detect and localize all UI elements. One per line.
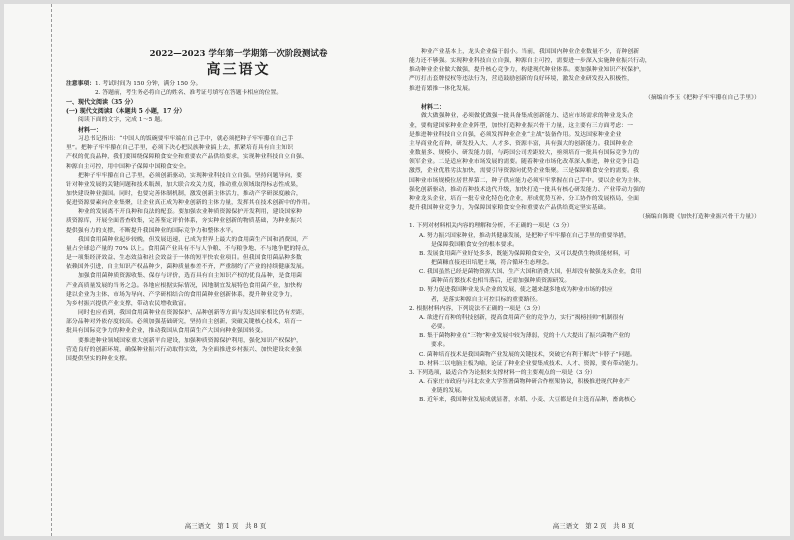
text-line: 能力还不够强。实现种业科技自立自强，种源自主可控，需要进一步深入实施种业振兴行动， xyxy=(409,58,651,65)
question-1-option-d: D. 努力促进我国种业龙头企业的发展，使之越来越多地成为种业市场的供应 xyxy=(419,287,613,294)
text-line: 种业龙头企业，培育一批专业化特色化企业，形成优势互补、分工协作的发展格局，全面 xyxy=(409,195,639,202)
text-line: 加快建设种业强国。同时，也要完善体制机制，激发创新主体活力，推动产学研深度融合， xyxy=(66,191,302,197)
material-1-label: 材料一： xyxy=(78,126,103,134)
option-continuation: 菌种苗育繁技术也相当落后，还需加强种质资源研发。 xyxy=(431,278,571,285)
text-line: 领军企业。二是适应种业市场发展的需要。随着种业市场化改革深入推进，种业竞争日趋 xyxy=(409,159,639,166)
text-line: 推进育繁推一体化发展。 xyxy=(409,85,474,92)
note-2: 2. 答题前，考生务必将自己的姓名、准考证号填写在答题卡相应的位置。 xyxy=(95,90,283,96)
option-continuation: 者，是落实种源自主可控目标的重要路径。 xyxy=(431,296,542,303)
exam-title: 2022—2023 学年第一学期第一次阶段测试卷 xyxy=(149,49,328,59)
text-line: 为乡村振兴提供产业支撑，带动农民增收致富。 xyxy=(66,300,190,307)
text-line: 种业的发展离不开良种和良法的配套。要加强农业种质资源保护开发利用，建设国家种 xyxy=(78,209,303,216)
text-line: 做大做强种业，必须做优做强一批具备集成创新能力、适应市场需求的种业龙头企 xyxy=(421,113,634,120)
note-1: 1. 考试时间为 150 分钟，满分 150 分。 xyxy=(95,81,202,87)
text-line: 激烈，企业优胜劣汰加快，需要引导资源向优势企业集聚。三是保障粮食安全的需要。我 xyxy=(409,168,639,175)
option-continuation: 必要。 xyxy=(431,324,449,331)
text-line: 部分品种对外依存度较高。必须加强基础研究，坚持自主创新，突破关键核心技术，培育一 xyxy=(66,319,302,326)
text-line: 批具有国际竞争力的种业企业，推动我国从食用菌生产大国向种业强国转变。 xyxy=(66,328,267,335)
option-continuation: 要求。 xyxy=(431,342,449,349)
question-2-option-b: B. 集于菌物种业在“三物”种业发展中较为薄弱，党的十八大提出了振兴菌物产业的 xyxy=(419,333,630,340)
text-line: 里”。把种子牢牢攥在自己手里，必须下决心把民族种业搞上去，抓紧培育具有自主知识 xyxy=(66,145,294,152)
text-line: 量占全球总产量的 70% 以上。食用菌产业具有不与人争粮、不与粮争地、不与地争肥的特点， xyxy=(66,245,314,252)
question-3-option-a: A. 石家庄市政府与河北农业大学签署菌物种研合作框架协议，积极推进现代种业产 xyxy=(419,379,630,386)
section-heading: 一、现代文阅读（35 分） xyxy=(66,99,137,106)
text-line: 我国食用菌种业起步较晚，但发展迅速，已成为世界上最大的食用菌生产国和消费国，产 xyxy=(78,236,308,243)
question-2-option-d: D. 材料二以电脑主板为喻，论证了种业企业要集成技术、人才、资源，要有带动能力。 xyxy=(419,360,642,367)
text-line: 针对种业发展的关键问题和技术瓶颈，加大联合攻关力度，推动重点领域取得标志性成果， xyxy=(66,181,302,188)
text-line: 是推进种业科技自立自强，必须发挥种业企业“主战”装备作用。发达国家种业企业 xyxy=(409,131,622,138)
question-1-option-a: A. 努力振兴国家种业，推动其健康发展，是把种子牢牢攥在自己手里的重要举措， xyxy=(419,232,630,239)
material-1-source: （摘编自李玉《把种子牢牢攥在自己手里》） xyxy=(644,94,760,101)
text-line: 业数量多、规模小、研发能力弱，与跨国公司差距较大，亟须培育一批具有国际竞争力的 xyxy=(409,150,639,157)
question-2-stem: 2. 根据材料内容，下列说法不正确的一项是（3 分） xyxy=(409,305,544,312)
material-1-body xyxy=(66,135,387,364)
notes-label: 注意事项： xyxy=(66,81,95,87)
exam-sheet xyxy=(4,4,790,536)
reading-instruction: 阅读下面的文字，完成 1～5 题。 xyxy=(78,117,167,124)
text-line: 产权的优良品种，我们要围绕保障粮食安全和重要农产品供给要求，实现种业科技自立自强、 xyxy=(66,154,308,161)
question-3-stem: 3. 下列选项，最适合作为论据来支撑材料一的主要观点的一项是（3 分） xyxy=(409,369,596,376)
text-line: 要推进种业领域国家重大创新平台建设，加强种质资源保护利用，强化知识产权保护， xyxy=(78,337,303,344)
text-line: 是一项集经济效益、生态效益和社会效益于一体的短平快农业项目。但我国食用菌品种多数 xyxy=(66,255,302,262)
text-line: 严厉打击套牌侵权等违法行为，营造鼓励创新的良好环境，激发企业研发投入积极性， xyxy=(409,76,634,83)
question-3 xyxy=(409,369,764,406)
page-footer: 高三语文 第 2 页 共 8 页 xyxy=(552,522,635,530)
question-2 xyxy=(409,305,764,369)
text-line: 加强食用菌种质资源收集、保存与评价，选育具有自主知识产权的优良品种，是食用菌 xyxy=(78,273,303,280)
text-line: 产业高质量发展的当务之急。各地应根据实际情况，因地制宜发展特色食用菌产业，加快构 xyxy=(66,282,302,289)
question-2-option-a: A. 欲进行育种的科技创新，提高食用菌产业的竞争力，实行“揭榜挂帅”机制很有 xyxy=(419,314,625,321)
question-2-option-c: C. 菌种培育技术是我国菌物产业发展的关键技术，突破它有利于解决“卡脖子”问题。 xyxy=(419,351,636,358)
option-continuation: 是保障我国粮食安全的根本要求。 xyxy=(431,241,518,248)
material-1-continued xyxy=(409,48,764,94)
text-line: 同时也应看到，我国食用菌种业在资源保护、品种创新等方面与发达国家相比仍有差距， xyxy=(78,310,308,317)
text-line: 种业产业基本上，龙头企业偏于弱小。当前，我国国内种业企业数量不少，育种创新 xyxy=(421,49,640,55)
text-line: 提供强有力的支撑，不断提升我国种业的国际竞争力和整体水平。 xyxy=(66,227,238,234)
material-2-source: （摘编自陈晓《加快打造种业振兴骨干力量》） xyxy=(639,214,760,221)
text-line: 把种子牢牢攥在自己手里，必须创新驱动，实现种业科技自立自强。坚持问题导向，要 xyxy=(78,172,303,179)
question-1-option-c: C. 我国虽然已经是菌物资源大国、生产大国和消费大国，但却没有做强龙头企业，食用 xyxy=(419,269,642,276)
question-1 xyxy=(409,222,764,304)
page-footer: 高三语文 第 1 页 共 8 页 xyxy=(184,522,267,530)
exam-page-2 xyxy=(397,4,790,536)
subsection-heading: (一) 现代文阅读Ⅰ（本题共 5 小题，17 分） xyxy=(66,108,186,116)
option-continuation: 把菌糠直接还田培肥土壤，符合循环生态理念。 xyxy=(431,259,553,266)
text-line: 国提供坚实的种业支撑。 xyxy=(66,355,131,362)
text-line: 依赖国外引进，自主知识产权品种少，菌种质量参差不齐，严重制约了产业的持续健康发展。 xyxy=(66,264,308,271)
text-line: 提升我国种业竞争力，为保障国家粮食安全和重要农产品供给奠定坚实基础。 xyxy=(409,205,610,211)
text-line: 国种业市场规模位居世界第二，种子供应能力必须牢牢掌握在自己手中。要以企业为主体， xyxy=(409,177,645,184)
material-2-body xyxy=(409,112,764,213)
question-3-option-b: B. 近年来，我国种业发展成就显著，水稻、小麦、大豆都是自主选育品种，畜禽核心 xyxy=(419,397,636,404)
text-line: 主导商业化育种，研发投入大、人才多、资源丰富，具有强大的创新能力。我国种业企 xyxy=(409,140,634,147)
text-line: 业，要构建国家种业企业阵型，加快打造种业振兴骨干力量，这主要有三方面考虑：一 xyxy=(409,122,634,129)
binding-strip xyxy=(4,4,52,536)
text-line: 建以企业为主体、市场为导向、产学研相结合的食用菌种业创新体系，提升种业竞争力， xyxy=(66,291,296,298)
question-1-option-b: B. 发展食用菌产业好处多多，既能为保障粮食安全，又可以提供生物质能材料，可 xyxy=(419,250,630,257)
text-line: 推动种业企业做大做强，提升核心竞争力，构建现代种业体系。要加强种业知识产权保护， xyxy=(409,67,645,74)
notes-row-1 xyxy=(66,80,387,89)
text-line: 质资源库，开展全面普查收集，完善鉴定评价体系，夯实种业创新的物质基础，为种业振兴 xyxy=(66,218,302,225)
question-1-stem: 1. 下列对材料相关内容的理解和分析，不正确的一项是（3 分） xyxy=(409,223,573,230)
text-line: 习总书记指出：“中国人的饭碗要牢牢端在自己手中，就必须把种子牢牢攥在自己手 xyxy=(78,136,294,143)
text-line: 种源自主可控，用中国种子保障中国粮食安全。 xyxy=(66,163,190,170)
text-line: 强化创新驱动，推动育种技术迭代升级，加快打造一批具有核心研发能力、产业带动力强的 xyxy=(409,186,645,193)
text-line: 促进资源要素向企业集聚，让企业真正成为种业创新的主体力量，发挥其在技术创新中的作用。 xyxy=(66,200,314,207)
option-continuation: 业链的发展。 xyxy=(431,388,466,395)
text-line: 营造良好的创新环境，确保种业振兴行动取得实效，为全面推进乡村振兴、加快建设农业强 xyxy=(66,346,302,353)
subject-title: 高三语文 xyxy=(206,62,271,78)
exam-page-1 xyxy=(4,4,397,536)
material-2-label: 材料二： xyxy=(421,103,446,111)
